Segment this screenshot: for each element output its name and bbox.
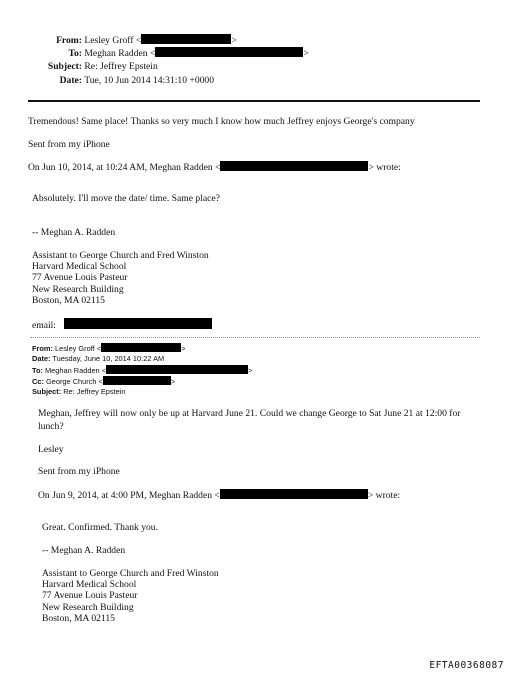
- subject-label: Subject:: [47, 61, 82, 72]
- fwd-subject-value: Re: Jeffrey Epstein: [63, 387, 126, 396]
- fwd-subject: [32, 387, 126, 396]
- signature-line: Harvard Medical School: [42, 579, 137, 591]
- message-line: lunch?: [38, 421, 64, 432]
- signature-line: Harvard Medical School: [32, 261, 127, 273]
- email-label: email:: [32, 320, 56, 331]
- reply-body: Absolutely. I'll move the date/ time. Same place?: [32, 193, 220, 204]
- bracket: >: [303, 48, 309, 59]
- redaction-bar: [220, 489, 368, 499]
- bracket: >: [170, 377, 176, 386]
- fwd-to-label: To:: [32, 366, 43, 375]
- fwd-from-label: From:: [32, 344, 53, 353]
- email-line: [32, 318, 212, 331]
- signature-line: 77 Avenue Louis Pasteur: [42, 590, 138, 602]
- fwd-to: [32, 365, 252, 375]
- fwd-from-value: Lesley Groff <: [55, 344, 102, 353]
- redaction-bar: [106, 365, 248, 374]
- header-subject: [20, 61, 158, 72]
- signature-name: -- Meghan A. Radden: [42, 545, 126, 556]
- message-sign: Lesley: [38, 444, 64, 455]
- reply-body: Great. Confirmed. Thank you.: [42, 522, 158, 533]
- to-label: To:: [68, 48, 82, 59]
- date-label: Date:: [59, 75, 82, 86]
- bracket: >: [248, 366, 253, 375]
- sent-from: Sent from my iPhone: [28, 139, 110, 150]
- message-line: Meghan, Jeffrey will now only be up at Harvard June 21. Could we change George to Sat June 21 at 12:00 for: [38, 408, 461, 419]
- redaction-bar: [101, 343, 181, 352]
- signature-block: [42, 568, 219, 624]
- to-name: Meghan Radden <: [84, 48, 156, 59]
- quote-prefix: On Jun 9, 2014, at 4:00 PM, Meghan Radden <: [38, 490, 220, 501]
- fwd-from: [32, 343, 185, 353]
- redaction-bar: [103, 376, 171, 385]
- header-to: [20, 47, 309, 59]
- quote-header: [28, 161, 401, 173]
- quote-prefix: On Jun 10, 2014, at 10:24 AM, Meghan Radden <: [28, 162, 221, 173]
- fwd-cc-value: George Church <: [45, 377, 103, 386]
- signature-line: Assistant to George Church and Fred Winston: [32, 250, 209, 261]
- fwd-date-value: Tuesday, June 10, 2014 10:22 AM: [52, 354, 165, 363]
- signature-block: [32, 250, 209, 306]
- forward-divider: [30, 337, 480, 338]
- signature-line: Boston, MA 02115: [32, 294, 105, 306]
- redaction-bar: [141, 34, 231, 44]
- from-label: From:: [56, 35, 82, 46]
- fwd-to-value: Meghan Radden <: [45, 366, 107, 375]
- signature-line: 77 Avenue Louis Pasteur: [32, 272, 128, 284]
- document-id: EFTA00368087: [429, 660, 504, 671]
- quote-header: [38, 489, 400, 501]
- header-divider: [28, 100, 480, 102]
- header-from: [20, 34, 237, 46]
- reply-body: Tremendous! Same place! Thanks so very much I know how much Jeffrey enjoys George's company: [28, 116, 415, 127]
- fwd-cc: [32, 376, 175, 386]
- signature-line: Assistant to George Church and Fred Winston: [42, 568, 219, 579]
- bracket: >: [231, 35, 237, 46]
- fwd-date: [32, 354, 164, 363]
- redaction-bar: [155, 47, 303, 57]
- fwd-date-label: Date:: [32, 354, 51, 363]
- signature-name: -- Meghan A. Radden: [32, 227, 116, 238]
- header-date: [20, 75, 214, 86]
- quote-suffix: > wrote:: [367, 490, 401, 501]
- redaction-bar: [220, 161, 368, 171]
- from-name: Lesley Groff <: [84, 35, 142, 46]
- date-text: Tue, 10 Jun 2014 14:31:10 +0000: [84, 75, 215, 86]
- redaction-bar: [64, 318, 212, 329]
- sent-from: Sent from my iPhone: [38, 466, 120, 477]
- signature-line: New Research Building: [42, 601, 134, 613]
- signature-line: Boston, MA 02115: [42, 612, 115, 624]
- signature-line: New Research Building: [32, 283, 124, 295]
- fwd-subject-label: Subject:: [32, 387, 62, 396]
- subject-text: Re: Jeffrey Epstein: [84, 61, 158, 72]
- quote-suffix: > wrote:: [368, 162, 401, 173]
- fwd-cc-label: Cc:: [32, 377, 44, 386]
- bracket: >: [181, 344, 186, 353]
